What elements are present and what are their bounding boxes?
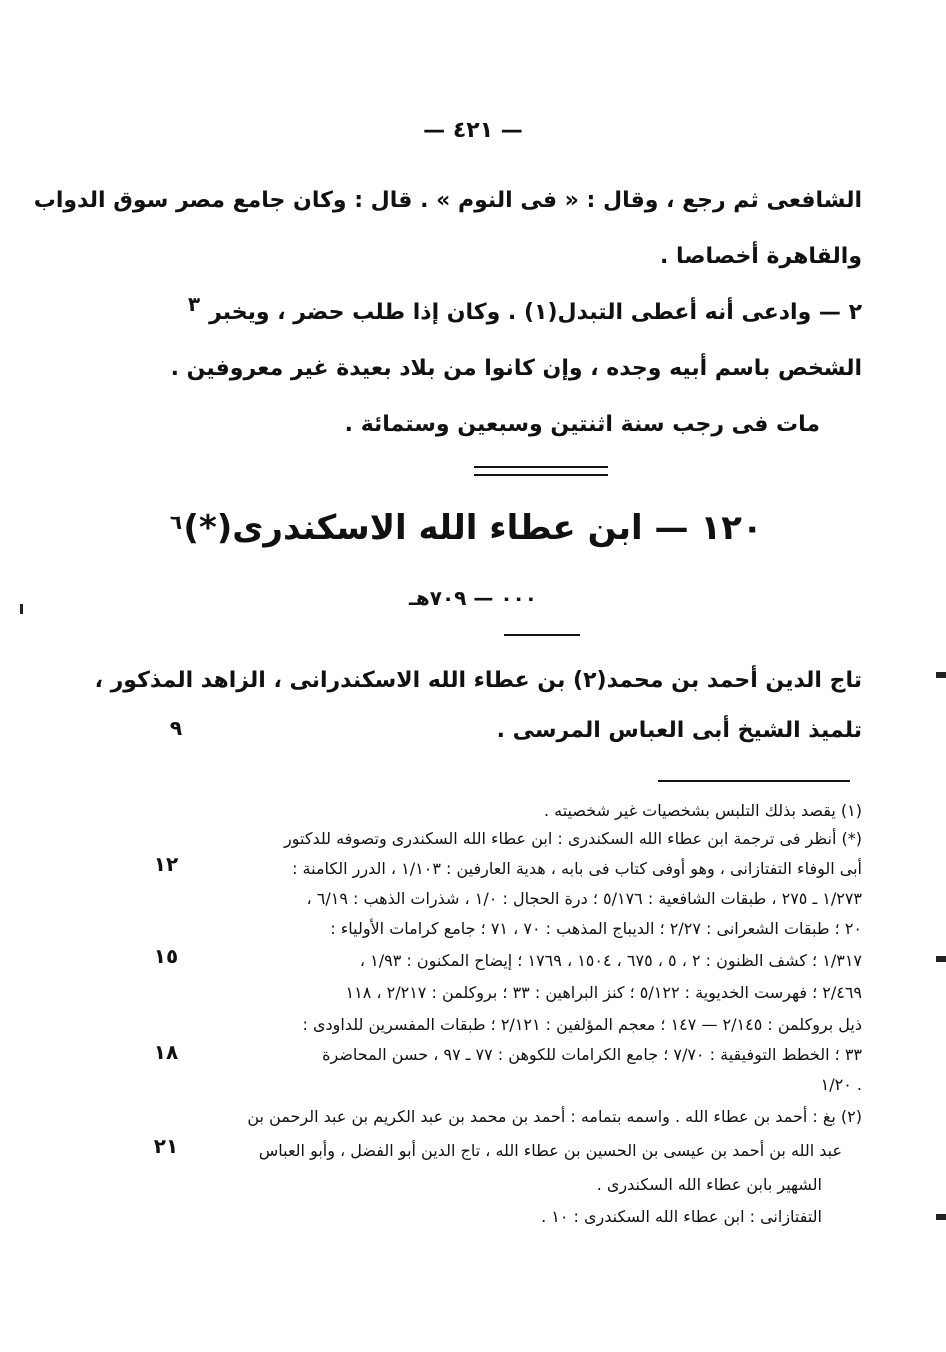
footnote-line: ٣٣ ؛ الخطط التوفيقية : ٧/٧٠ ؛ جامع الكرامات للكوهن : ٧٧ ـ ٩٧ ، حسن المحاضرة (322, 1045, 862, 1064)
footnote-line: (١) يقصد بذلك التلبس بشخصيات غير شخصيته . (543, 801, 862, 820)
separator-rule (504, 634, 580, 636)
footnote-line: ٢/٤٦٩ ؛ فهرست الخديوية : ٥/١٢٢ ؛ كنز البراهين : ٣٣ ؛ بروكلمن : ٢/٢١٧ ، ١١٨ (345, 983, 862, 1002)
page-number: — ٤٢١ — (423, 118, 523, 143)
margin-line-number: ٢١ (153, 1134, 179, 1158)
scan-edge-mark (936, 956, 946, 962)
separator-rule (474, 466, 608, 468)
scan-edge-mark (936, 1214, 946, 1220)
footnote-line: ١/٣١٧ ؛ كشف الظنون : ٢ ، ٥ ، ٦٧٥ ، ١٥٠٤ ، ١٧٦٩ ؛ إيضاح المكنون : ١/٩٣ ، (359, 951, 862, 970)
footnote-line: ١/٢٧٣ ـ ٢٧٥ ، طبقات الشافعية : ٥/١٧٦ ؛ درة الحجال : ١/٠ ، شذرات الذهب : ٦/١٩ ، (306, 889, 862, 908)
separator-rule (474, 474, 608, 476)
entry-line: تاج الدين أحمد بن محمد(٢) بن عطاء الله الاسكندرانى ، الزاهد المذكور ، (94, 668, 862, 693)
body-line: الشافعى ثم رجع ، وقال : « فى النوم » . قال : وكان جامع مصر سوق الدواب (33, 188, 862, 213)
scan-edge-mark (20, 604, 23, 614)
footnote-rule (658, 780, 850, 782)
footnote-line: (*) أنظر فى ترجمة ابن عطاء الله السكندرى : ابن عطاء الله السكندرى وتصوفه للدكتور (284, 829, 862, 848)
footnote-line: ذيل بروكلمن : ٢/١٤٥ — ١٤٧ ؛ معجم المؤلفين : ٢/١٢١ ؛ طبقات المفسرين للداودى : (302, 1015, 862, 1034)
footnote-line: الشهير بابن عطاء الله السكندرى . (596, 1175, 822, 1194)
entry-heading: ١٢٠ — ابن عطاء الله الاسكندرى(*) (183, 508, 763, 548)
footnote-line: أبى الوفاء التفتازانى ، وهو أوفى كتاب فى بابه ، هدية العارفين : ١/١٠٣ ، الدرر الكامنة : (292, 859, 862, 878)
entry-dates: ٠٠٠ — ٧٠٩هـ (409, 586, 537, 610)
footnote-line: ٢٠ ؛ طبقات الشعرانى : ٢/٢٧ ؛ الديباج المذهب : ٧٠ ، ٧١ ؛ جامع كرامات الأولياء : (330, 919, 862, 938)
body-line: والقاهرة أخصاصا . (659, 244, 862, 269)
entry-line: تلميذ الشيخ أبى العباس المرسى . (496, 718, 862, 743)
margin-line-number: ٦ (169, 510, 183, 534)
margin-line-number: ٣ (187, 292, 201, 316)
margin-line-number: ١٥ (153, 944, 179, 968)
margin-line-number: ١٢ (153, 852, 179, 876)
footnote-line: (٢) بغ : أحمد بن عطاء الله . واسمه بتمامه : أحمد بن محمد بن عبد الكريم بن عبد الرحمن بن (247, 1107, 862, 1126)
margin-line-number: ٩ (169, 716, 183, 740)
footnote-line: ١/٢٠ . (820, 1075, 862, 1094)
body-line: ٢ — وادعى أنه أعطى التبدل(١) . وكان إذا طلب حضر ، ويخبر (209, 300, 862, 325)
body-line: مات فى رجب سنة اثنتين وسبعين وستمائة . (344, 412, 820, 437)
body-line: الشخص باسم أبيه وجده ، وإن كانوا من بلاد بعيدة غير معروفين . (170, 356, 862, 381)
margin-line-number: ١٨ (153, 1040, 179, 1064)
scan-edge-mark (936, 672, 946, 678)
footnote-line: عبد الله بن أحمد بن عيسى بن الحسين بن عطاء الله ، تاج الدين أبو الفضل ، وأبو العباس (258, 1141, 842, 1160)
footnote-line: التفتازانى : ابن عطاء الله السكندرى : ١٠ . (541, 1207, 822, 1226)
